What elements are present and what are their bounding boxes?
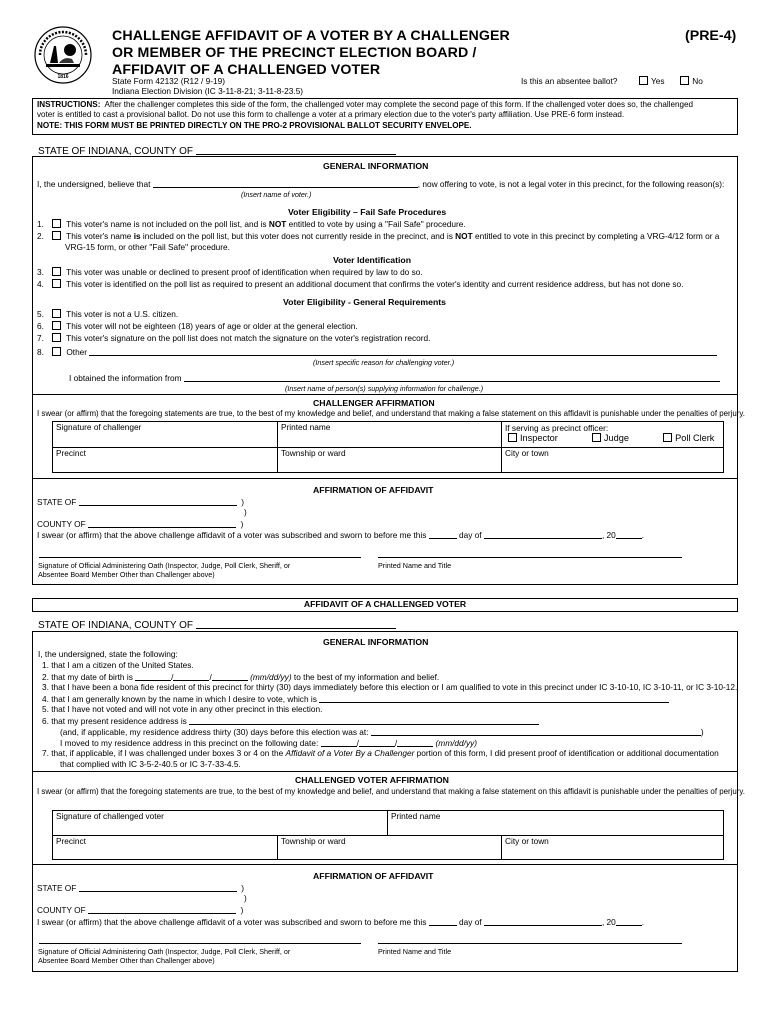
printed-title-line-2[interactable] (378, 943, 682, 944)
challenger-precinct-cell[interactable] (53, 448, 278, 472)
absentee-yes-checkbox[interactable] (639, 76, 648, 85)
county-line-2 (38, 620, 396, 632)
reason-1-checkbox[interactable] (52, 219, 61, 228)
reason-3-text: This voter was unable or declined to present proof of identification when required by law to do so. (66, 267, 423, 277)
official-caption-1 (38, 561, 290, 579)
statement-2-format: (mm/dd/yy) (250, 672, 292, 682)
challenger-precinct-label: Precinct (56, 448, 86, 458)
paren-1: ) (241, 497, 245, 507)
information-source-input[interactable] (184, 373, 720, 382)
printed-title-line-1[interactable] (378, 557, 682, 558)
insert-persons-caption: (Insert name of person(s) supplying information for challenge.) (285, 384, 484, 393)
reason-5 (37, 309, 178, 320)
believe-suffix: , now offering to vote, is not a legal voter in this precinct, for the following reason(s): (417, 179, 725, 189)
judge-label: Judge (603, 433, 629, 443)
move-day-input[interactable] (356, 738, 398, 748)
title-line-2: OR MEMBER OF THE PRECINCT ELECTION BOARD / (112, 45, 477, 61)
printed-title-caption-2: Printed Name and Title (378, 947, 452, 956)
sworn-year-input-1[interactable] (616, 530, 645, 540)
voter-intro: I, the undersigned, state the following: (38, 649, 178, 659)
known-name-input[interactable] (319, 694, 669, 703)
reason-3 (37, 267, 423, 278)
reason-5-text: This voter is not a U.S. citizen. (66, 309, 179, 319)
birth-year-input[interactable] (212, 672, 248, 681)
previous-address-input[interactable] (371, 727, 701, 736)
election-division: Indiana Election Division (IC 3-11-8-21; 3-11-8-23.5) (112, 86, 304, 96)
obtained-label: I obtained the information from (69, 373, 182, 383)
challenger-section (32, 156, 745, 479)
voter-signature-grid (52, 810, 724, 860)
affirmation-header-1: AFFIRMATION OF AFFIDAVIT (313, 485, 434, 495)
county-of-label-1: COUNTY OF (37, 519, 86, 529)
challenger-printed-name-cell[interactable] (278, 422, 502, 447)
sworn-year-input-2[interactable] (616, 917, 645, 927)
seal-year: 1816 (57, 74, 69, 80)
general-info-header-1: GENERAL INFORMATION (323, 161, 429, 171)
state-seal-icon (34, 26, 92, 84)
challenged-voter-bar: AFFIDAVIT OF A CHALLENGED VOTER (32, 598, 738, 612)
identification-header: Voter Identification (333, 255, 412, 265)
sworn-month-input-1[interactable] (484, 530, 602, 539)
sworn-day-input-1[interactable] (429, 530, 457, 539)
challenger-signature-label: Signature of challenger (56, 422, 142, 432)
county-of-line-1 (37, 519, 243, 530)
reason-8-number: 8. (37, 347, 44, 357)
believe-prefix: I, the undersigned, believe that (37, 179, 151, 189)
year-label-2: , 20 (601, 917, 616, 927)
statement-3: 3. that I have been a bona fide resident of this precinct for thirty (30) days immediately before this election or I am qualified to vote in this precinct under IC 3-10-10, IC 3-10-11, or IC 3-10-12. (42, 682, 738, 692)
poll-clerk-label: Poll Clerk (675, 433, 715, 443)
reason-5-checkbox[interactable] (52, 309, 61, 318)
statement-6c-format: (mm/dd/yy) (435, 738, 478, 748)
form-code: (PRE-4) (685, 28, 737, 44)
statement-6c (60, 738, 477, 749)
reason-5-number: 5. (37, 309, 44, 319)
county-input-2[interactable] (196, 620, 396, 629)
statement-7-text-c: portion of this form, I did present proof of identification or additional documentation (414, 748, 719, 758)
reason-4-checkbox[interactable] (52, 279, 61, 288)
statement-6b (60, 727, 704, 738)
reason-2-text-a: This voter's name (66, 231, 134, 241)
affirmation-section-1 (32, 478, 738, 585)
statement-2-text-c: to the best of my information and belief. (291, 672, 440, 682)
insert-reason-caption: (Insert specific reason for challenging voter.) (313, 358, 455, 367)
official-caption-1b: Absentee Board Member Other than Challenger above) (38, 570, 215, 579)
voter-city-cell[interactable] (502, 836, 723, 859)
paren-5: ) (241, 883, 245, 893)
voter-township-label: Township or ward (281, 836, 346, 846)
statement-7-text-a: 7. that, if applicable, if I was challenged under boxes 3 or 4 on the (42, 748, 286, 758)
voter-swear-text: I swear (or affirm) that the foregoing statements are true, to the best of my knowledge and belief, and understand that making a false statement on this affidavit is punishable under the penalties of perjury. (37, 787, 745, 796)
official-signature-line-1[interactable] (39, 557, 361, 558)
absentee-yes-label: Yes (651, 76, 665, 86)
reason-7-checkbox[interactable] (52, 333, 61, 342)
voter-affirmation-header: CHALLENGED VOTER AFFIRMATION (295, 775, 449, 785)
slash-2: / (209, 672, 212, 682)
reason-8-checkbox[interactable] (52, 347, 61, 356)
challenger-city-label: City or town (505, 448, 549, 458)
general-requirements-header: Voter Eligibility - General Requirements (283, 297, 447, 307)
reason-4-text: This voter is identified on the poll list as required to present an additional document that confirms the voter's identity and current residence address, but has not done so. (66, 279, 684, 289)
day-of-label-2: day of (459, 917, 482, 927)
voter-precinct-cell[interactable] (53, 836, 278, 859)
reason-2-text-c: included on the poll list, but this voter does not currently reside in the precinct, and is (140, 231, 456, 241)
move-year-input[interactable] (394, 738, 433, 748)
voter-city-label: City or town (505, 836, 549, 846)
sworn-line-2 (37, 917, 644, 928)
absentee-no-checkbox[interactable] (680, 76, 689, 85)
challenger-signature-cell[interactable] (53, 422, 278, 447)
instructions-text-1: After the challenger completes this side of the form, the challenged voter may complete the second page of this form. If the challenged voter does so, the challenged (104, 100, 693, 109)
birth-day-input[interactable] (173, 672, 212, 682)
serving-officer-label: If serving as precinct officer: (505, 423, 609, 433)
absentee-no-label: No (692, 76, 703, 86)
paren-2: ) (244, 507, 247, 517)
reason-6-number: 6. (37, 321, 44, 331)
sworn-month-input-2[interactable] (484, 917, 602, 926)
official-caption-1a: Signature of Official Administering Oath (Inspector, Judge, Poll Clerk, Sheriff, or (38, 561, 291, 570)
precinct-officer-cell (502, 422, 723, 447)
reason-1-text-a: This voter's name is not included on the poll list, and is (66, 219, 269, 229)
statement-7-continued: that complied with IC 3-5-2-40.5 or IC 3-7-33-4.5. (60, 759, 241, 769)
statement-7-text-b: Affidavit of a Voter By a Challenger (285, 748, 415, 758)
statement-2-text-a: 2. that my date of birth is (42, 672, 133, 682)
reason-2-text-b: is (133, 231, 141, 241)
judge-checkbox[interactable] (592, 433, 601, 442)
statement-6b-text: (and, if applicable, my residence address thirty (30) days before this election was at: (60, 727, 369, 737)
statement-7 (42, 749, 719, 759)
official-caption-2 (38, 947, 290, 965)
slash-1: / (171, 672, 174, 682)
instructions-label: INSTRUCTIONS: (37, 100, 101, 109)
paren-6: ) (244, 893, 247, 903)
voter-printed-name-cell[interactable] (388, 811, 723, 835)
period-1: . (641, 530, 645, 540)
paren-3: ) (240, 519, 244, 529)
other-reason-input[interactable] (89, 347, 717, 356)
believe-line (37, 179, 724, 190)
voter-printed-name-label: Printed name (391, 811, 441, 821)
challenged-voter-section (32, 631, 745, 865)
challenger-swear-text: I swear (or affirm) that the foregoing statements are true, to the best of my knowledge and belief, and understand that making a false statement on this affidavit is punishable under the penalties of perjury. (37, 409, 745, 418)
reason-6-checkbox[interactable] (52, 321, 61, 330)
reason-3-number: 3. (37, 267, 44, 277)
divider (33, 394, 737, 395)
county-of-label-2: COUNTY OF (37, 905, 86, 915)
reason-7-text: This voter's signature on the poll list does not match the signature on the voter's registration record. (66, 333, 431, 343)
reason-2-checkbox[interactable] (52, 231, 61, 240)
reason-2-continued: VRG-15 form, or other "Fail Safe" procedure. (65, 242, 230, 252)
reason-8 (37, 347, 717, 358)
state-of-input-1[interactable] (79, 497, 237, 506)
sworn-line-1 (37, 530, 644, 541)
voter-signature-cell[interactable] (53, 811, 388, 835)
sworn-text-1: I swear (or affirm) that the above challenge affidavit of a voter was subscribed and sworn to before me this (37, 530, 427, 540)
challenger-signature-grid (52, 421, 724, 473)
statement-5: 5. that I have not voted and will not vote in any other precinct in this election. (42, 704, 323, 714)
reason-1-text-b: NOT (268, 219, 287, 229)
reason-1-number: 1. (37, 219, 44, 229)
reason-7 (37, 333, 430, 344)
statement-2 (42, 672, 439, 683)
voter-signature-label: Signature of challenged voter (56, 811, 164, 821)
year-label-1: , 20 (601, 530, 616, 540)
statement-1: 1. that I am a citizen of the United States. (42, 660, 194, 670)
reason-4-number: 4. (37, 279, 44, 289)
voter-precinct-label: Precinct (56, 836, 86, 846)
period-2: . (641, 917, 645, 927)
reason-8-text: Other (66, 347, 88, 357)
reason-1-text-c: entitled to vote by using a "Fail Safe" procedure. (286, 219, 466, 229)
voter-township-cell[interactable] (278, 836, 502, 859)
challenger-township-label: Township or ward (281, 448, 346, 458)
county-label-2: STATE OF INDIANA, COUNTY OF (38, 620, 194, 631)
statement-6c-text: I moved to my residence address in this precinct on the following date: (60, 738, 319, 748)
instructions-note: NOTE: THIS FORM MUST BE PRINTED DIRECTLY ON THE PRO-2 PROVISIONAL BALLOT SECURITY ENVELOPE. (37, 120, 472, 130)
challenger-township-cell[interactable] (278, 448, 502, 472)
sworn-day-input-2[interactable] (429, 917, 457, 926)
state-of-input-2[interactable] (79, 883, 237, 892)
statement-6-text: 6. that my present residence address is (42, 716, 187, 726)
poll-clerk-checkbox[interactable] (663, 433, 672, 442)
residence-address-input[interactable] (189, 716, 539, 725)
statement-4 (42, 694, 669, 705)
county-input-1[interactable] (196, 146, 396, 155)
state-form-number: State Form 42132 (R12 / 9-19) (112, 76, 225, 86)
divider (33, 771, 737, 772)
sworn-text-2: I swear (or affirm) that the above challenge affidavit of a voter was subscribed and sworn to before me this (37, 917, 427, 927)
reason-2-number: 2. (37, 231, 44, 241)
county-of-line-2 (37, 905, 243, 916)
obtained-line (69, 373, 720, 384)
reason-3-checkbox[interactable] (52, 267, 61, 276)
printed-title-caption-1: Printed Name and Title (378, 561, 452, 570)
reason-2 (37, 231, 719, 242)
paren-4: ) (700, 727, 704, 737)
paren-7: ) (240, 905, 244, 915)
affirmation-header-2: AFFIRMATION OF AFFIDAVIT (313, 871, 434, 881)
official-signature-line-2[interactable] (39, 943, 361, 944)
county-label-1: STATE OF INDIANA, COUNTY OF (38, 146, 194, 157)
title-line-3: AFFIDAVIT OF A CHALLENGED VOTER (112, 62, 381, 78)
instructions-text-2: voter is entitled to cast a provisional ballot. Do not use this form to challenge a voter at a primary election due to the voter's party affiliation. Use PRE-6 form instead. (37, 110, 625, 120)
reason-4 (37, 279, 683, 290)
inspector-label: Inspector (520, 433, 558, 443)
title-line-1: CHALLENGE AFFIDAVIT OF A VOTER BY A CHALLENGER (112, 28, 510, 44)
reason-2-text-d: NOT (455, 231, 473, 241)
inspector-checkbox[interactable] (508, 433, 517, 442)
state-of-line-1 (37, 497, 244, 508)
birth-month-input[interactable] (135, 672, 174, 682)
voter-name-input[interactable] (153, 179, 418, 188)
county-of-input-2[interactable] (88, 905, 236, 914)
challenger-printed-name-label: Printed name (281, 422, 331, 432)
affirmation-section-2 (32, 864, 738, 972)
day-of-label-1: day of (459, 530, 482, 540)
reason-1 (37, 219, 466, 230)
absentee-question (521, 76, 703, 87)
statement-4-text: 4. that I am generally known by the name in which I desire to vote, which is (42, 694, 317, 704)
reason-2-text-e: entitled to vote in this precinct by completing a VRG-4/12 form or a (472, 231, 720, 241)
slash-3: / (356, 738, 359, 748)
state-of-label-2: STATE OF (37, 883, 77, 893)
slash-4: / (394, 738, 398, 748)
official-caption-2b: Absentee Board Member Other than Challenger above) (38, 956, 215, 965)
challenger-city-cell[interactable] (502, 448, 723, 472)
challenger-affirmation-header: CHALLENGER AFFIRMATION (313, 398, 435, 408)
general-info-header-2: GENERAL INFORMATION (323, 637, 429, 647)
reason-6 (37, 321, 358, 332)
reason-7-number: 7. (37, 333, 44, 343)
absentee-question-label: Is this an absentee ballot? (521, 76, 618, 86)
state-of-label-1: STATE OF (37, 497, 77, 507)
county-of-input-1[interactable] (88, 519, 236, 528)
official-caption-2a: Signature of Official Administering Oath (Inspector, Judge, Poll Clerk, Sheriff, or (38, 947, 291, 956)
move-month-input[interactable] (321, 738, 357, 747)
statement-6 (42, 716, 539, 727)
reason-6-text: This voter will not be eighteen (18) years of age or older at the general election. (66, 321, 358, 331)
instructions-box (32, 98, 738, 135)
fail-safe-header: Voter Eligibility – Fail Safe Procedures (288, 207, 447, 217)
state-of-line-2 (37, 883, 244, 894)
insert-voter-caption: (Insert name of voter.) (241, 190, 312, 199)
